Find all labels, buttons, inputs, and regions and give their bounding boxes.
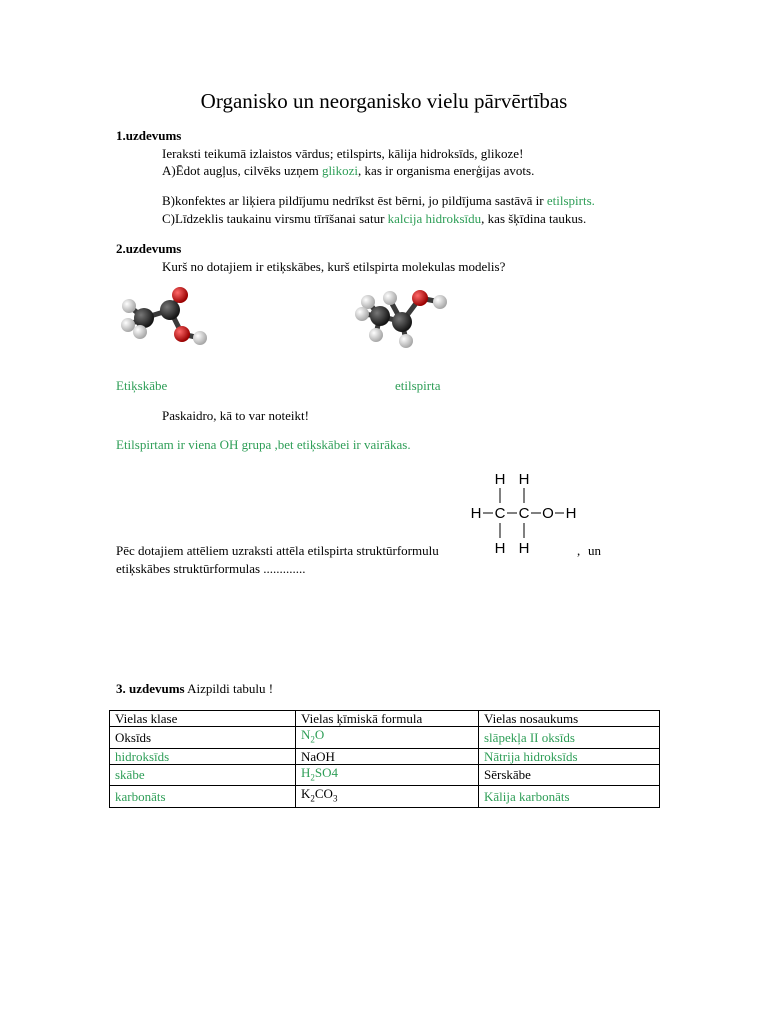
hydrogen-atom (361, 295, 375, 309)
label-acetic-acid: Etiķskābe (116, 378, 168, 393)
hydrogen-atom (193, 331, 207, 345)
table-cell-name: Nātrija hidroksīds (479, 748, 660, 764)
table-cell-name: Sērskābe (479, 764, 660, 786)
table-cell-class: Oksīds (110, 727, 296, 749)
table-cell-name: slāpekļa II oksīds (479, 727, 660, 749)
table-cell-class: hidroksīds (110, 748, 296, 764)
formula-instruction-2: etiķskābes struktūrformulas ............. (116, 561, 306, 576)
task2-heading: 2.uzdevums (116, 241, 182, 256)
answer-c: kalcija hidroksīdu (387, 211, 482, 226)
atom-o: O (542, 505, 554, 522)
atom-h: H (470, 505, 482, 522)
carbon-atom (370, 306, 390, 326)
explain-answer: Etilspirtam ir viena OH grupa ,bet etiķskābei ir vairākas. (116, 437, 411, 452)
table-row (110, 727, 660, 749)
table-cell-class: karbonāts (110, 786, 296, 808)
ethanol-model (350, 286, 456, 352)
oxygen-atom (412, 290, 428, 306)
atom-c: C (518, 505, 530, 522)
sentence-c-end: , kas šķīdina taukus. (481, 211, 587, 226)
hydrogen-atom (355, 307, 369, 321)
atom-h: H (565, 505, 577, 522)
oxygen-atom (174, 326, 190, 342)
oxygen-atom (172, 287, 188, 303)
formula-comma: , (577, 543, 581, 558)
table-header-cell: Vielas nosaukums (479, 711, 660, 727)
table-cell-formula: $K_2CO_3$ (296, 786, 479, 808)
table-row (110, 786, 660, 808)
task1-sentence-b (162, 193, 595, 209)
answer-b: etilspirts. (546, 193, 595, 208)
atom-h: H (494, 471, 506, 488)
answer-a: glikozi (321, 163, 359, 178)
table-cell-name: Kālija karbonāts (479, 786, 660, 808)
carbon-atom (392, 312, 412, 332)
task2-question: Kurš no dotajiem ir etiķskābes, kurš etilspirta molekulas modelis? (162, 259, 506, 274)
hydrogen-atom (399, 334, 413, 348)
carbon-atom (134, 308, 154, 328)
hydrogen-atom (433, 295, 447, 309)
sentence-a-end: , kas ir organisma enerģijas avots. (358, 163, 535, 178)
task3-instruction: Aizpildi tabulu ! (184, 681, 274, 696)
atom-c: C (494, 505, 506, 522)
atom-h: H (494, 540, 506, 557)
table-row (110, 764, 660, 786)
hydrogen-atom (369, 328, 383, 342)
table-cell-formula: $N_2O$ (296, 727, 479, 749)
task1-instruction: Ieraksti teikumā izlaistos vārdus; etilspirts, kālija hidroksīds, glikoze! (162, 146, 524, 161)
ethanol-structural-formula (466, 466, 584, 560)
table-row (110, 748, 660, 764)
task3-heading: 3. uzdevums (116, 681, 185, 696)
sentence-a-start: A)Ēdot augļus, cilvēks uzņem (162, 163, 322, 178)
table-cell-class: skābe (110, 764, 296, 786)
table-header-cell: Vielas ķīmiskā formula (296, 711, 479, 727)
hydrogen-atom (121, 318, 135, 332)
sentence-c-start: C)Līdzeklis taukainu virsmu tīrīšanai satur (162, 211, 388, 226)
explain-prompt: Paskaidro, kā to var noteikt! (162, 408, 309, 423)
hydrogen-atom (122, 299, 136, 313)
page-title: Organisko un neorganisko vielu pārvērtības (200, 89, 568, 113)
formula-instruction: Pēc dotajiem attēliem uzraksti attēla etilspirta struktūrformulu (116, 543, 439, 558)
table-cell-formula: $H_2SO4$ (296, 764, 479, 786)
sentence-b-start: B)konfektes ar liķiera pildījumu nedrīkst ēst bērni, jo pildījuma sastāvā ir (162, 193, 547, 208)
table-header-row (110, 711, 660, 727)
atom-h: H (518, 471, 530, 488)
task1-heading: 1.uzdevums (116, 128, 182, 143)
formula-un: un (588, 543, 601, 558)
carbon-atom (160, 300, 180, 320)
task3-heading-line (116, 681, 273, 697)
task1-sentence-c (162, 211, 586, 227)
hydrogen-atom (133, 325, 147, 339)
table-header-cell: Vielas klase (110, 711, 296, 727)
hydrogen-atom (383, 291, 397, 305)
task1-sentence-a (162, 163, 534, 179)
substance-table (109, 710, 660, 808)
label-ethanol: etilspirta (395, 378, 441, 393)
atom-h: H (518, 540, 530, 557)
acetic-acid-model (112, 284, 218, 354)
table-cell-formula: NaOH (296, 748, 479, 764)
